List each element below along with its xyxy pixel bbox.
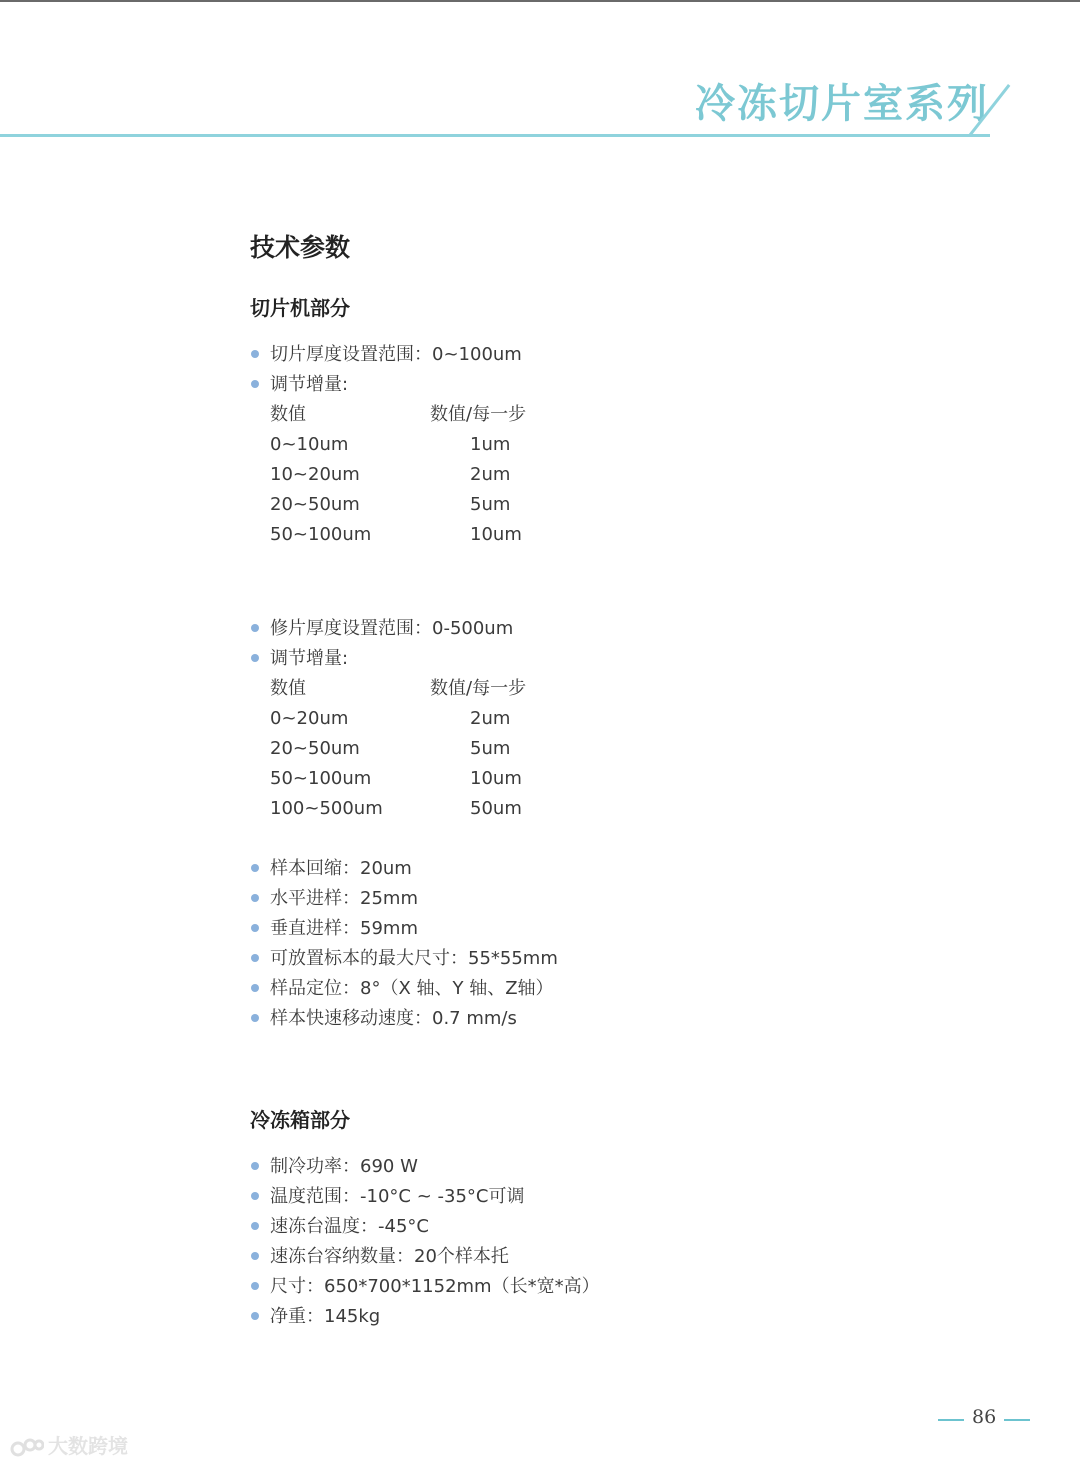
series-title: 冷冻切片室系列	[695, 81, 989, 127]
table-cell-step: 5um	[470, 494, 511, 515]
header-rule	[0, 134, 990, 137]
bullet-dot	[251, 380, 259, 388]
table-cell-range: 50~100um	[270, 768, 372, 789]
top-border	[0, 0, 1080, 2]
table-header-step: 数值/每一步	[430, 404, 527, 425]
bullet-dot	[251, 1014, 259, 1022]
spec-max-specimen-size: 可放置标本的最大尺寸：55*55mm	[270, 948, 558, 969]
bullet-dot	[251, 1192, 259, 1200]
spec-freezing-stage-temp: 速冻台温度：-45°C	[270, 1216, 429, 1237]
bullet-dot	[251, 350, 259, 358]
bullet-dot	[251, 1312, 259, 1320]
bullet-dot	[251, 654, 259, 662]
bullet-dot	[251, 984, 259, 992]
watermark-text: 大数跨境	[48, 1434, 128, 1458]
spec-increment-label: 调节增量:	[270, 648, 349, 669]
section-heading-microtome: 切片机部分	[250, 296, 350, 320]
spec-cooling-power: 制冷功率：690 W	[270, 1156, 418, 1177]
spec-increment-label: 调节增量:	[270, 374, 349, 395]
bullet-dot	[251, 954, 259, 962]
bullet-dot	[251, 1162, 259, 1170]
page-number-rule-left	[938, 1419, 964, 1421]
table-cell-step: 10um	[470, 524, 522, 545]
watermark	[10, 1430, 128, 1460]
bullet-dot	[251, 624, 259, 632]
table-cell-range: 20~50um	[270, 738, 360, 759]
table-header-value: 数值	[270, 404, 306, 425]
bullet-dot	[251, 924, 259, 932]
table-cell-step: 2um	[470, 464, 511, 485]
table-cell-range: 100~500um	[270, 798, 383, 819]
spec-trim-thickness: 修片厚度设置范围：0-500um	[270, 618, 514, 639]
page-number	[938, 1406, 1030, 1434]
table-cell-range: 0~10um	[270, 434, 349, 455]
spec-dimensions: 尺寸：650*700*1152mm（长*宽*高）	[270, 1276, 600, 1297]
bullet-dot	[251, 1282, 259, 1290]
spec-slice-thickness: 切片厚度设置范围：0~100um	[270, 344, 522, 365]
section-heading-cryo-box: 冷冻箱部分	[250, 1108, 350, 1132]
spec-vertical-feed: 垂直进样：59mm	[270, 918, 418, 939]
spec-freezing-stage-capacity: 速冻台容纳数量：20个样本托	[270, 1246, 509, 1267]
page-title: 技术参数	[250, 233, 351, 262]
table-header-step: 数值/每一步	[430, 678, 527, 699]
page-number-text: 86	[972, 1406, 997, 1428]
table-header-value: 数值	[270, 678, 306, 699]
spec-net-weight: 净重：145kg	[270, 1306, 381, 1327]
bullet-dot	[251, 1222, 259, 1230]
table-cell-step: 10um	[470, 768, 522, 789]
spec-sample-retract: 样本回缩：20um	[270, 858, 412, 879]
table-cell-range: 10~20um	[270, 464, 360, 485]
spec-orientation: 样品定位：8°（X 轴、Y 轴、Z轴）	[270, 978, 554, 999]
table-cell-range: 20~50um	[270, 494, 360, 515]
table-cell-step: 1um	[470, 434, 511, 455]
bullet-dot	[251, 894, 259, 902]
table-cell-range: 50~100um	[270, 524, 372, 545]
table-cell-step: 5um	[470, 738, 511, 759]
table-cell-range: 0~20um	[270, 708, 349, 729]
watermark-logo-icon	[10, 1436, 44, 1460]
spec-temperature-range: 温度范围：-10°C ~ -35°C可调	[270, 1186, 525, 1207]
bullet-dot	[251, 1252, 259, 1260]
page-number-rule-right	[1004, 1419, 1030, 1421]
spec-horizontal-feed: 水平进样：25mm	[270, 888, 418, 909]
spec-fast-move-speed: 样本快速移动速度：0.7 mm/s	[270, 1008, 517, 1029]
table-cell-step: 50um	[470, 798, 522, 819]
table-cell-step: 2um	[470, 708, 511, 729]
bullet-dot	[251, 864, 259, 872]
